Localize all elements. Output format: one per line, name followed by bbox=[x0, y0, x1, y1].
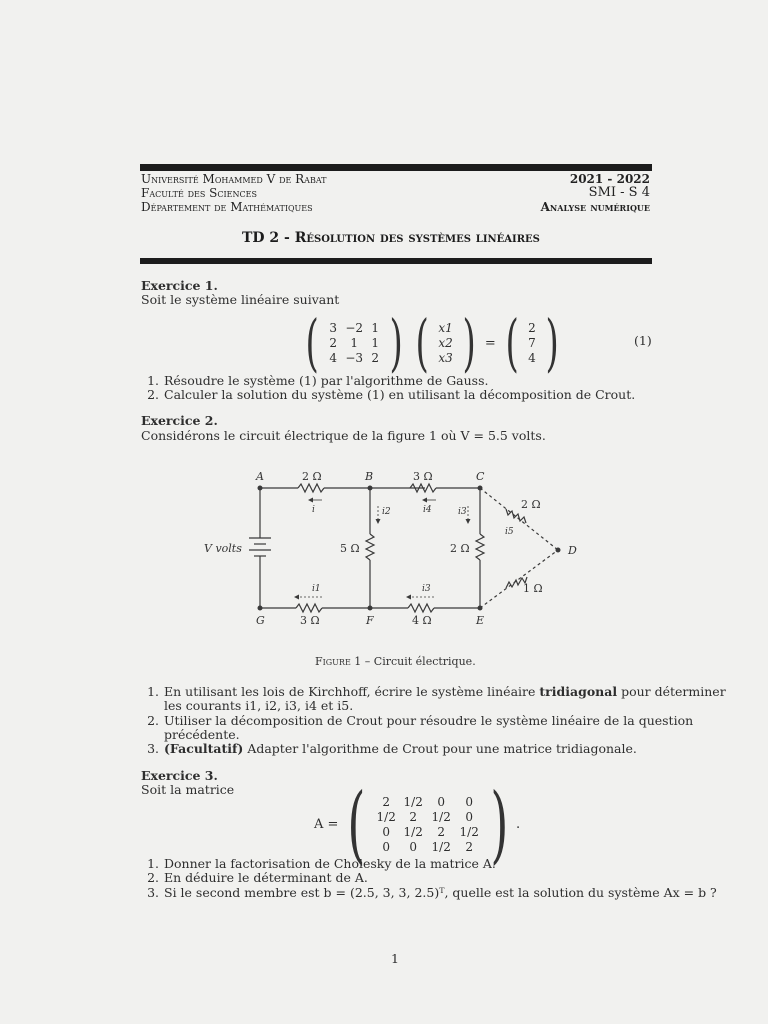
item-text: En déduire le déterminant de A. bbox=[164, 870, 368, 885]
ex2-item-3 bbox=[141, 741, 637, 756]
resistor-fe bbox=[408, 604, 434, 612]
ex1-heading: Exercice 1. bbox=[141, 278, 218, 293]
equals-sign: = bbox=[484, 335, 496, 351]
page-number: 1 bbox=[391, 951, 399, 966]
node-label-g: G bbox=[256, 614, 265, 627]
item-text: Adapter l'algorithme de Crout pour une matrice tridiagonale. bbox=[243, 741, 637, 756]
node-c-dot bbox=[478, 486, 483, 491]
course-name: Analyse numérique bbox=[540, 200, 650, 214]
item-text: pour déterminer bbox=[617, 684, 726, 699]
source-label: V volts bbox=[204, 542, 242, 555]
header-top-rule bbox=[140, 164, 652, 171]
node-a-dot bbox=[258, 486, 263, 491]
unknown-x2: x2 bbox=[438, 336, 453, 350]
ex2-heading: Exercice 2. bbox=[141, 413, 218, 428]
resistor-label-ed: 1 Ω bbox=[523, 582, 543, 595]
item-text: En utilisant les lois de Kirchhoff, écrire le système linéaire bbox=[164, 684, 540, 699]
ex1-rhs bbox=[524, 321, 540, 365]
academic-year: 2021 - 2022 bbox=[569, 172, 650, 186]
item-text: Calculer la solution du système (1) en utilisant la décomposition de Crout. bbox=[164, 387, 636, 402]
matrix-cell: 1/2 bbox=[459, 824, 479, 839]
matrix-cell: 4 bbox=[329, 351, 338, 365]
department-name: Département de Mathématiques bbox=[141, 200, 313, 214]
matrix-cell: 0 bbox=[465, 809, 474, 824]
current-label-bf: i2 bbox=[382, 507, 391, 517]
current-label-ab: i bbox=[312, 505, 315, 515]
header-bottom-rule bbox=[140, 258, 652, 264]
ex2-item-1-cont: les courants i1, i2, i3, i4 et i5. bbox=[164, 698, 354, 713]
matrix-cell: 2 bbox=[465, 839, 474, 854]
item-text: Résoudre le système (1) par l'algorithme de Gauss. bbox=[164, 373, 489, 388]
ex2-item-2 bbox=[141, 713, 693, 728]
matrix-cell: 0 bbox=[465, 794, 474, 809]
matrix-cell: 1/2 bbox=[376, 809, 396, 824]
node-label-a: A bbox=[256, 470, 264, 483]
matrix-cell: 1/2 bbox=[431, 809, 451, 824]
rhs-cell: 2 bbox=[528, 321, 536, 335]
figure-label: Figure 1 bbox=[315, 655, 362, 668]
matrix-cell: 2 bbox=[371, 351, 380, 365]
matrix-cell: 0 bbox=[437, 794, 446, 809]
matrix-lhs: A = bbox=[314, 816, 339, 832]
ex3-heading: Exercice 3. bbox=[141, 768, 218, 783]
resistor-label-fe: 4 Ω bbox=[412, 614, 432, 627]
figure-caption-text: – Circuit électrique. bbox=[361, 655, 476, 668]
university-name: Université Mohammed V de Rabat bbox=[141, 172, 327, 186]
resistor-ce bbox=[476, 534, 484, 560]
matrix-period: . bbox=[515, 816, 521, 832]
resistor-label-bc: 3 Ω bbox=[413, 470, 433, 483]
resistor-label-ce: 2 Ω bbox=[450, 542, 470, 555]
node-label-c: C bbox=[476, 470, 485, 483]
matrix-cell: 3 bbox=[329, 321, 338, 335]
item-text-bold: tridiagonal bbox=[539, 684, 618, 699]
ex3-matrix-equation: A = ( 2 1/2 0 0 1/2 2 1/2 0 0 1/2 2 1/2 0 0 1/2 2 ) . bbox=[314, 775, 521, 873]
matrix-cell: 1/2 bbox=[403, 794, 423, 809]
ex3-intro: Soit la matrice bbox=[141, 782, 235, 797]
item-text: Si le second membre est b = (2.5, 3, 3, 2.5)ᵀ, quelle est la solution du système Ax = b ? bbox=[164, 885, 717, 900]
course-level: SMI - S 4 bbox=[588, 185, 650, 200]
node-d-dot bbox=[556, 548, 561, 553]
item-number: 1. bbox=[147, 856, 159, 871]
rhs-cell: 7 bbox=[528, 336, 536, 350]
ex3-item-3 bbox=[141, 885, 717, 900]
item-number: 1. bbox=[147, 684, 159, 699]
item-number: 2. bbox=[147, 713, 159, 728]
resistor-label-gf: 3 Ω bbox=[300, 614, 320, 627]
faculty-name: Faculté des Sciences bbox=[141, 186, 257, 200]
matrix-cell: 1/2 bbox=[403, 824, 423, 839]
resistor-label-bf: 5 Ω bbox=[340, 542, 360, 555]
item-number: 3. bbox=[147, 741, 159, 756]
matrix-cell: 1/2 bbox=[431, 839, 451, 854]
resistor-label-ab: 2 Ω bbox=[302, 470, 322, 483]
ex3-matrix-a bbox=[373, 795, 483, 854]
matrix-cell: 0 bbox=[382, 824, 391, 839]
matrix-cell: −2 bbox=[345, 321, 364, 335]
node-label-e: E bbox=[476, 614, 485, 627]
item-text: Utiliser la décomposition de Crout pour résoudre le système linéaire de la question bbox=[164, 713, 694, 728]
current-label-fe: i3 bbox=[422, 584, 431, 594]
matrix-cell: −3 bbox=[345, 351, 364, 365]
ex2-intro: Considérons le circuit électrique de la figure 1 où V = 5.5 volts. bbox=[141, 428, 546, 443]
current-label-gf: i1 bbox=[312, 584, 321, 594]
ex1-item-2 bbox=[141, 387, 635, 402]
current-label-ce: i3 bbox=[458, 507, 467, 517]
ex2-item-2-cont: précédente. bbox=[164, 727, 240, 742]
ex3-item-1 bbox=[141, 856, 496, 871]
node-g-dot bbox=[258, 606, 263, 611]
matrix-cell: 2 bbox=[437, 824, 446, 839]
resistor-bf bbox=[366, 534, 374, 560]
ex1-coefficient-matrix bbox=[324, 321, 384, 365]
matrix-cell: 0 bbox=[409, 839, 418, 854]
item-text-bold: (Facultatif) bbox=[164, 741, 244, 756]
node-label-b: B bbox=[365, 470, 374, 483]
matrix-cell: 0 bbox=[382, 839, 391, 854]
ex1-equation-label: (1) bbox=[634, 333, 652, 348]
matrix-cell: 2 bbox=[382, 794, 391, 809]
ex3-item-2 bbox=[141, 870, 368, 885]
node-e-dot bbox=[478, 606, 483, 611]
current-label-bc: i4 bbox=[423, 505, 432, 515]
current-label-cd: i5 bbox=[505, 527, 514, 537]
rhs-cell: 4 bbox=[528, 351, 536, 365]
item-number: 2. bbox=[147, 387, 159, 402]
item-number: 1. bbox=[147, 373, 159, 388]
document-title: TD 2 - Résolution des systèmes linéaires bbox=[242, 230, 540, 246]
circuit-diagram bbox=[200, 466, 600, 636]
ex1-intro: Soit le système linéaire suivant bbox=[141, 292, 340, 307]
matrix-cell: 1 bbox=[371, 336, 380, 350]
figure-caption bbox=[315, 655, 476, 668]
item-number: 2. bbox=[147, 870, 159, 885]
item-text: Donner la factorisation de Cholesky de la matrice A. bbox=[164, 856, 496, 871]
ex1-unknowns bbox=[435, 321, 457, 365]
resistor-gf bbox=[296, 604, 322, 612]
node-f-dot bbox=[368, 606, 373, 611]
ex2-item-1 bbox=[141, 684, 726, 699]
unknown-x1: x1 bbox=[438, 321, 453, 335]
resistor-ab bbox=[298, 484, 324, 492]
node-label-d: D bbox=[568, 544, 577, 557]
unknown-x3: x3 bbox=[438, 351, 453, 365]
ex1-item-1 bbox=[141, 373, 488, 388]
matrix-cell: 1 bbox=[371, 321, 380, 335]
item-number: 3. bbox=[147, 885, 159, 900]
node-b-dot bbox=[368, 486, 373, 491]
resistor-label-cd: 2 Ω bbox=[521, 498, 541, 511]
matrix-cell: 2 bbox=[329, 336, 338, 350]
ex1-equation: ( 3 −2 1 2 1 1 4 −3 2 ) ( x1 x2 x3 ) = ( 2 7 4 ) bbox=[305, 306, 559, 379]
matrix-cell: 1 bbox=[350, 336, 359, 350]
node-label-f: F bbox=[366, 614, 374, 627]
matrix-cell: 2 bbox=[409, 809, 418, 824]
